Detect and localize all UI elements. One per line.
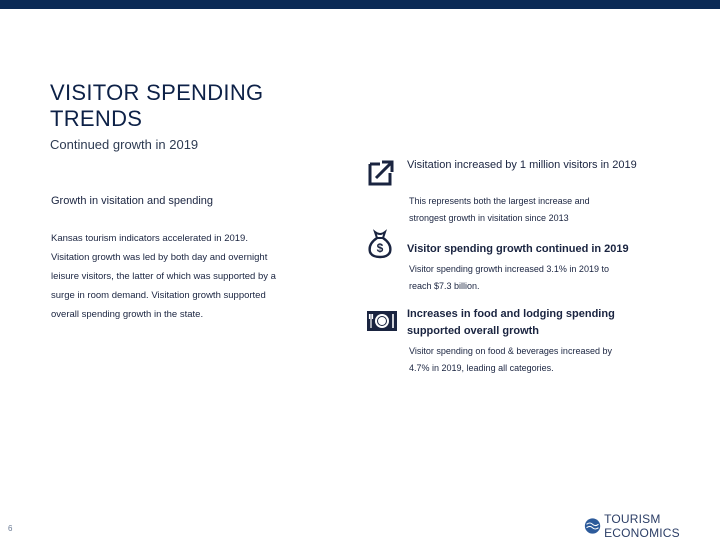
highlight-text-line: 4.7% in 2019, leading all categories. — [409, 363, 554, 373]
tourism-economics-logo — [584, 512, 720, 540]
slide-subtitle: Continued growth in 2019 — [50, 137, 199, 152]
highlight-text-line: This represents both the largest increase and — [409, 196, 590, 206]
left-paragraph-2-line: leisure visitors, the latter of which was supported by a — [51, 271, 276, 282]
slide-title: VISITOR SPENDING TRENDS — [50, 80, 264, 131]
logo-text: TOURISM ECONOMICS — [604, 512, 680, 540]
left-paragraph-2-line: surge in room demand. Visitation growth supported — [51, 290, 266, 301]
trend-arrow-icon — [367, 159, 395, 187]
left-paragraph-2-line: overall spending growth in the state. — [51, 309, 204, 320]
highlight-text-line: strongest growth in visitation since 2013 — [409, 213, 569, 223]
highlight-title-food-lodging: Increases in food and lodging spending supported overall growth — [407, 308, 615, 337]
left-paragraph-1: Kansas tourism indicators accelerated in 2019. — [51, 233, 248, 244]
highlight-text-line: reach $7.3 billion. — [409, 281, 480, 291]
top-accent-bar — [0, 0, 720, 9]
highlight-text-spending — [409, 261, 689, 295]
left-section-body — [51, 230, 321, 325]
highlight-text-visitation — [409, 193, 689, 227]
highlight-text-line: Visitor spending on food & beverages increased by — [409, 346, 612, 356]
highlight-text-food-lodging — [409, 343, 689, 377]
highlight-text-line: Visitor spending growth increased 3.1% in 2019 to — [409, 264, 609, 274]
left-paragraph-2-line: Visitation growth was led by both day and overnight — [51, 252, 268, 263]
highlight-title-spending: Visitor spending growth continued in 2019 — [407, 243, 629, 255]
plate-cutlery-icon — [366, 310, 398, 332]
left-section-heading: Growth in visitation and spending — [51, 195, 214, 207]
page-number: 6 — [8, 524, 13, 533]
highlight-title-visitation: Visitation increased by 1 million visitors in 2019 — [407, 159, 637, 171]
svg-text:$: $ — [376, 241, 384, 255]
money-bag-icon — [365, 229, 393, 257]
globe-icon — [584, 516, 601, 536]
